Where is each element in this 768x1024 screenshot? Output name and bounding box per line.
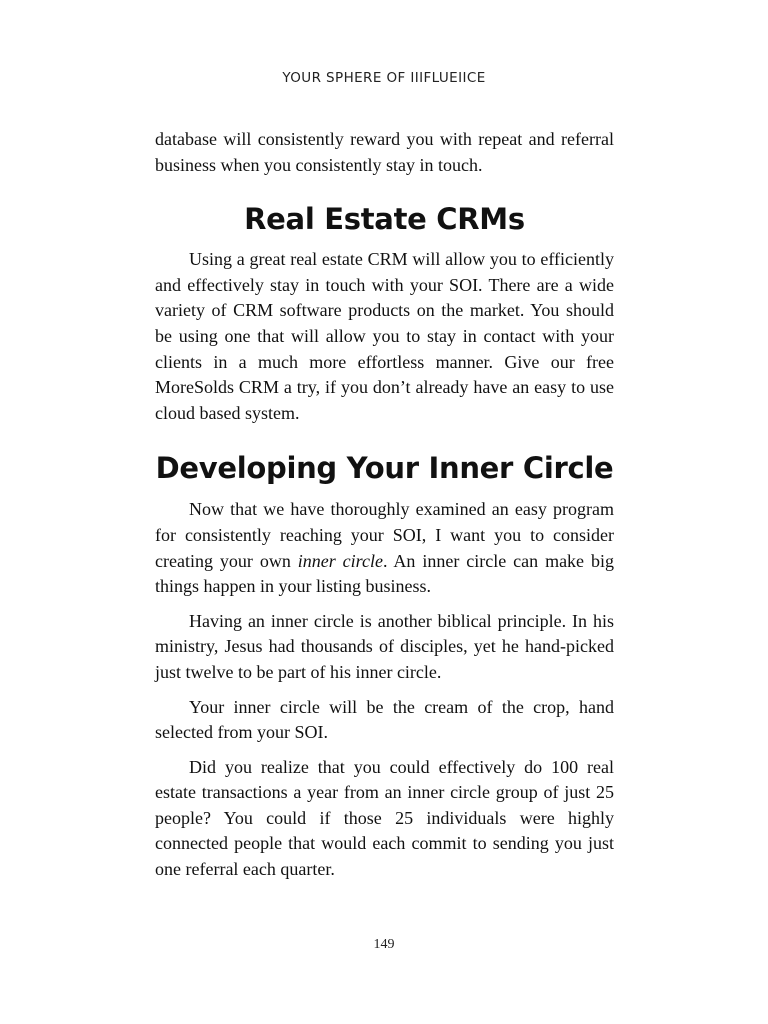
paragraph-text: Now that we have thoroughly examined an easy program for consistently reaching your SOI, I want you to consider creating your own [155,499,614,571]
section-heading-crm: Real Estate CRMs [244,202,525,237]
page-content [155,127,614,892]
crm-paragraph: Using a great real estate CRM will allow you to efficiently and effectively stay in touch with your SOI. There are a wide variety of CRM software products on the market. You should be using one that will allow you to stay in contact with your clients in a much more effortless manner. Give our free MoreSolds CRM a try, if you don’t already have an easy to use cloud based system. [155,249,614,423]
section-heading-inner-circle: Developing Your Inner Circle [155,451,614,486]
running-header: YOUR SPHERE OF IIIFLUEIICE [282,70,486,86]
inner-circle-paragraph-4: Did you realize that you could effectively do 100 real estate transactions a year from an inner circle group of just 25 people? You could if those 25 individuals were highly connected people that would each commit to sending you just one referral each quarter. [155,756,614,880]
inner-circle-paragraph-2: Having an inner circle is another biblical principle. In his ministry, Jesus had thousands of disciples, yet he hand-picked just twelve to be part of his inner circle. [155,610,614,682]
paragraph-text: . An inner circle can make big things happen in your listing business. [155,550,614,597]
page-number: 149 [373,937,395,952]
intro-paragraph: database will consistently reward you with repeat and referral business when you consistently stay in touch. [155,129,614,175]
inner-circle-paragraph-1 [155,497,614,599]
inner-circle-paragraph-3: Your inner circle will be the cream of the crop, hand selected from your SOI. [155,696,614,743]
italic-term: inner circle [297,550,383,571]
